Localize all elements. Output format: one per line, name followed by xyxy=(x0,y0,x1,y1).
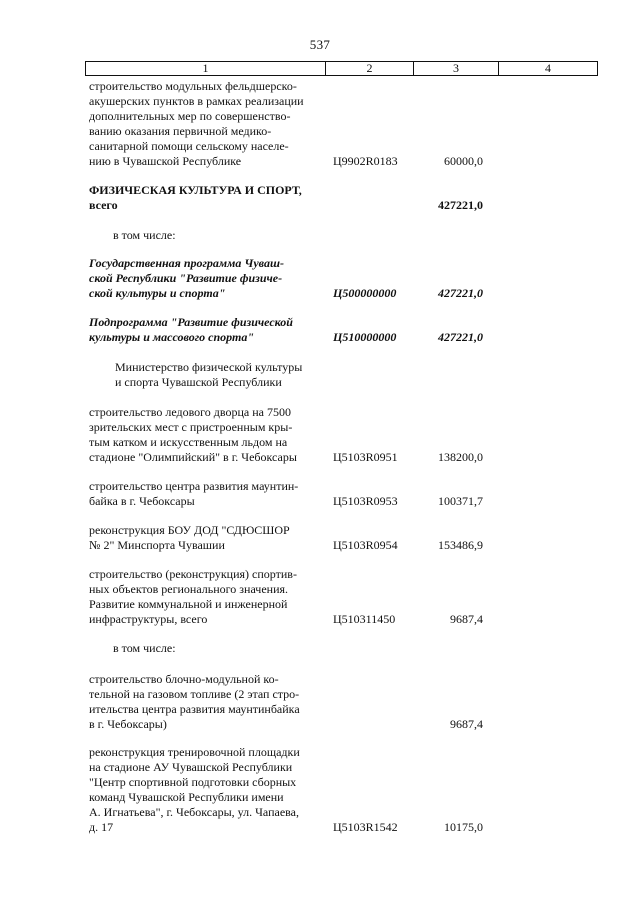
row-sum: 60000,0 xyxy=(444,154,483,168)
row-name: строительство центра развития маунтин- байка в г. Чебоксары xyxy=(89,479,299,508)
column-header-row xyxy=(86,62,598,76)
row-code: Ц5103R0951 xyxy=(333,450,398,464)
row-name: строительство модульных фельдшерско- акушерских пунктов в рамках реализации дополнительных мер по совершенство- ванию оказания первичной медико- санитарной помощи сельскому населе- нию в Чувашской Республике xyxy=(89,79,304,168)
row-name: в том числе: xyxy=(113,641,176,655)
row-code: Ц9902R0183 xyxy=(333,154,398,168)
column-header-1: 1 xyxy=(86,62,326,76)
row-name: строительство ледового дворца на 7500 зрительских мест с пристроенным кры- тым катком и искусственным льдом на стадионе "Олимпийский" в г. Чебоксары xyxy=(89,405,297,464)
column-header-2: 2 xyxy=(326,62,414,76)
row-name: строительство (реконструкция) спортив- ных объектов регионального значения. Развитие коммунальной и инженерной инфраструктуры, всего xyxy=(89,567,297,626)
row-code: Ц510311450 xyxy=(333,612,396,626)
row-name: в том числе: xyxy=(113,228,176,242)
row-sum: 427221,0 xyxy=(438,330,483,344)
row-name: Государственная программа Чуваш- ской Республики "Развитие физиче- ской культуры и спорта" xyxy=(89,256,284,300)
column-header-table xyxy=(85,61,598,76)
row-name: реконструкция БОУ ДОД "СДЮСШОР № 2" Минспорта Чувашии xyxy=(89,523,290,552)
column-header-4: 4 xyxy=(499,62,598,76)
row-sum: 10175,0 xyxy=(444,820,483,834)
row-name: ФИЗИЧЕСКАЯ КУЛЬТУРА И СПОРТ, всего xyxy=(89,183,302,212)
column-header-3: 3 xyxy=(414,62,499,76)
row-sum: 9687,4 xyxy=(450,717,483,731)
row-sum: 100371,7 xyxy=(438,494,483,508)
row-sum: 427221,0 xyxy=(438,198,483,212)
row-code: Ц500000000 xyxy=(333,286,397,300)
row-name: строительство блочно-модульной ко- тельной на газовом топливе (2 этап стро- ительства центра развития маунтинбайка в г. Чебоксары) xyxy=(89,672,300,731)
row-sum: 427221,0 xyxy=(438,286,483,300)
row-sum: 9687,4 xyxy=(450,612,483,626)
row-sum: 138200,0 xyxy=(438,450,483,464)
row-name: Министерство физической культуры и спорта Чувашской Республики xyxy=(115,360,303,389)
row-code: Ц5103R0953 xyxy=(333,494,398,508)
page-number: 537 xyxy=(309,37,331,52)
row-name: Подпрограмма "Развитие физической культуры и массового спорта" xyxy=(89,315,293,344)
row-name: реконструкция тренировочной площадки на стадионе АУ Чувашской Республики "Центр спортивной подготовки сборных команд Чувашской Республики имени А. Игнатьева", г. Чебоксары, ул. Чапаева, д. 17 xyxy=(89,745,300,834)
row-code: Ц5103R1542 xyxy=(333,820,398,834)
row-code: Ц5103R0954 xyxy=(333,538,398,552)
row-sum: 153486,9 xyxy=(438,538,483,552)
row-code: Ц510000000 xyxy=(333,330,397,344)
